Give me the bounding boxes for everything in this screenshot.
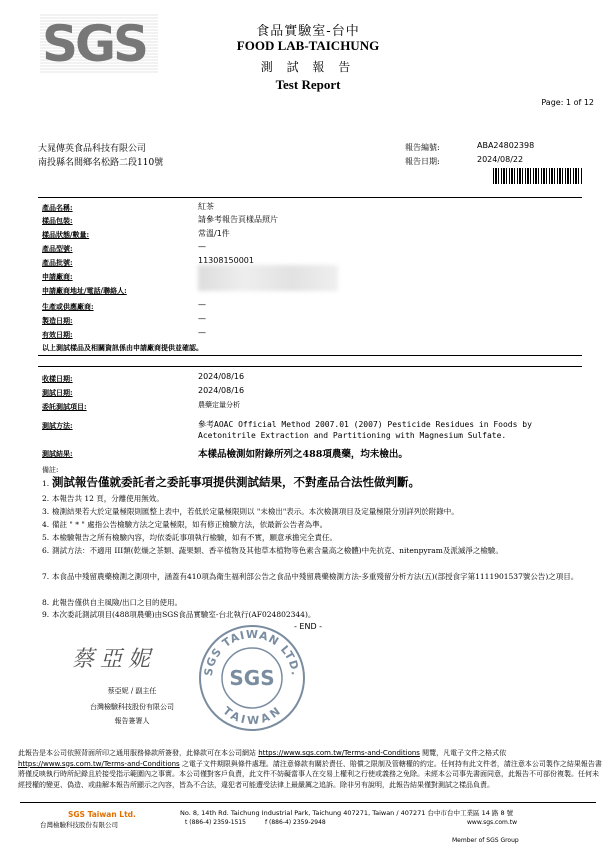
received-date: 2024/08/16 <box>198 372 245 381</box>
footer-tel: t (886-4) 2359-1515 <box>185 819 246 826</box>
client-address: 南投縣名間鄉名松路二段110號 <box>38 158 164 168</box>
terms-link[interactable]: https://www.sgs.com.tw/Terms-and-Conditions <box>18 759 180 768</box>
received-label: 收樣日期: <box>42 374 73 383</box>
note-item <box>42 545 582 556</box>
footer-website[interactable]: www.sgs.com.tw <box>467 819 518 826</box>
seal-center-text: SGS <box>229 666 275 690</box>
note-number: 4. <box>42 520 50 529</box>
footer-address: No. 8, 14th Rd. Taichung Industrial Park, Taichung 407271, Taiwan / 407271 台中市台中工業區 14 路 8 號 <box>180 809 514 817</box>
footer-divider <box>20 802 596 803</box>
sample-label: 生產或供應廠商: <box>42 302 94 311</box>
test-item-label: 委託測試項目: <box>42 402 87 411</box>
sgs-logo-text: SGS <box>42 15 147 73</box>
sample-value: — <box>198 300 206 309</box>
sample-note: 以上測試樣品及相關資訊係由申請廠商提供並確認。 <box>42 343 203 352</box>
sample-label: 產品型號: <box>42 244 73 253</box>
test-method: 參考AOAC Official Method 2007.01 (2007) Pesticide Residues in Foods by Acetonitrile Extraction and Partitioning with Magnesium Sulfate. <box>198 420 532 440</box>
note-number: 3. <box>42 507 50 516</box>
note-text: 此報告僅供自主風險/出口之目的使用。 <box>52 598 183 607</box>
result-label: 測試結果: <box>42 449 73 458</box>
sample-label: 產品名稱: <box>42 203 73 212</box>
note-text: 本食品中殘留農藥檢測之測項中，涵蓋有410項為衛生福利部公告之食品中殘留農藥檢測方法-多重殘留分析方法(五)(部授食字第1111901537號公告)之項目。 <box>52 572 579 581</box>
disclaimer <box>18 748 602 790</box>
report-date-label: 報告日期: <box>405 157 440 166</box>
footer-fax: f (886-4) 2359-2948 <box>265 819 326 826</box>
terms-link[interactable]: https://www.sgs.com.tw/Terms-and-Conditions <box>258 749 420 757</box>
test-date-label: 測試日期: <box>42 388 73 397</box>
lab-name-en: FOOD LAB-TAICHUNG <box>236 38 380 53</box>
divider <box>38 197 582 198</box>
note-number: 2. <box>42 494 50 503</box>
note-item <box>42 597 582 608</box>
sample-value: 常溫/1件 <box>198 229 230 238</box>
sample-value: 11308150001 <box>198 256 254 265</box>
note-item <box>42 477 582 489</box>
note-text: 測試報告僅就委託者之委託事項提供測試結果，不對產品合法性做判斷。 <box>52 475 420 489</box>
sample-value: — <box>198 328 206 337</box>
note-text: 測試方法：不適用 III類(乾燥之茶類、蔬果類、香辛植物及其他草本植物等色素含量高之檢體)中先抗克、nitenpyram及派滅淨之檢驗。 <box>52 546 503 555</box>
note-text: 本次委託測試項目(488項農藥)由SGS食品實驗室-台北執行(AF024802344)。 <box>52 610 316 619</box>
sample-label: 樣品狀態/數量: <box>42 230 90 239</box>
sample-value: — <box>198 242 206 251</box>
sample-value: — <box>198 314 206 323</box>
divider <box>38 366 582 367</box>
method-label: 測試方法: <box>42 421 73 430</box>
note-item <box>42 506 582 517</box>
sgs-seal <box>196 622 308 734</box>
report-title-en: Test Report <box>275 77 341 92</box>
disclaimer-text: 此報告是本公司依照背面所印之通用服務條款所簽發，此條款可在本公司網站 <box>18 749 259 757</box>
note-text: 本檢驗報告之所有檢驗內容，均依委託事項執行檢驗，如有不實，願意承擔完全責任。 <box>52 533 337 542</box>
handwritten-signature: 蔡亞妮 <box>72 647 157 672</box>
lab-name-zh: 食品實驗室-台中 <box>256 24 360 39</box>
test-result: 本樣品檢測如附錄所列之488項農藥，均未檢出。 <box>198 449 408 460</box>
note-item <box>42 571 582 582</box>
note-text: 檢測結果若大於定量極限則匯整上表中，若低於定量極限則以 "未檢出"表示。本次檢測項目及定量極限分別詳列於附錄中。 <box>52 507 459 516</box>
sample-value: 紅茶 <box>198 202 214 211</box>
divider <box>38 355 582 356</box>
note-item <box>42 609 582 620</box>
page-number: Page: 1 of 12 <box>541 98 594 107</box>
note-item <box>42 493 582 504</box>
sample-label: 申請廠商: <box>42 272 73 281</box>
barcode <box>493 168 583 184</box>
note-number: 6. <box>42 546 50 555</box>
note-number: 8. <box>42 598 50 607</box>
report-date-value: 2024/08/22 <box>477 155 524 164</box>
disclaimer-text: 之電子文件期限與條件處理。請注意條款有關於責任、賠償之限制及管轄權的約定。任何持有此文件者，請注意本公司製作之結果報告書將僅反映執行時所紀錄且於接受指示範圍內之事實。本公司僅對客戶負責，此文件不妨礙當事人在交易上權利之行使或義務之免除。未經本公司事先書面同意，此報告不可部份複製。任何未經授權的變更、偽造、或曲解本報告所顯示之內容，皆為不合法，違犯者可能遭受法律上最嚴厲之追訴。除非另有說明，此報告結果僅對測試之樣品負責。 <box>18 759 602 789</box>
signatory-org: 台灣檢驗科技股份有限公司 <box>90 703 174 711</box>
note-number: 7. <box>42 572 50 581</box>
note-number: 9. <box>42 610 50 619</box>
note-number: 1. <box>42 479 50 488</box>
disclaimer-text: 閱覽，凡電子文件之格式依 <box>419 749 507 757</box>
footer-member: Member of SGS Group <box>452 837 519 844</box>
report-no-label: 報告編號: <box>405 143 440 152</box>
client-name: 大晁傳英食品科技有限公司 <box>38 144 147 154</box>
sample-value: 請參考報告頁樣品照片 <box>198 215 278 224</box>
footer-brand-zh: 台灣檢驗科技股份有限公司 <box>40 821 118 829</box>
seal-bottom-text: TAIWAN <box>220 704 284 728</box>
seal-top-text: SGS TAIWAN LTD. <box>201 627 303 677</box>
end-marker: - END - <box>293 622 323 631</box>
test-date: 2024/08/16 <box>198 386 245 395</box>
report-title-zh: 測 試 報 告 <box>260 60 356 74</box>
sample-label: 樣品包裝: <box>42 216 73 225</box>
note-number: 5. <box>42 533 50 542</box>
footer-brand: SGS Taiwan Ltd. <box>68 810 136 819</box>
notes-title: 備註: <box>42 466 59 474</box>
signatory-name: 蔡亞妮 / 副主任 <box>107 687 157 695</box>
test-item: 農藥定量分析 <box>198 401 240 409</box>
sample-label: 產品批號: <box>42 258 73 267</box>
sample-label: 申請廠商地址/電話/聯絡人: <box>42 286 127 295</box>
redacted-applicant <box>198 265 338 291</box>
sample-label: 製造日期: <box>42 316 73 325</box>
signatory-title: 報告簽署人 <box>114 717 150 725</box>
note-item <box>42 532 582 543</box>
sample-label: 有效日期: <box>42 330 73 339</box>
note-item <box>42 519 582 530</box>
report-no-value: ABA24802398 <box>477 141 535 150</box>
note-text: 備註 " * " 處指公告檢驗方法之定量極限，如有修正檢驗方法，依最新公告者為準。 <box>52 520 328 529</box>
note-text: 本報告共 12 頁，分離使用無效。 <box>52 494 164 503</box>
